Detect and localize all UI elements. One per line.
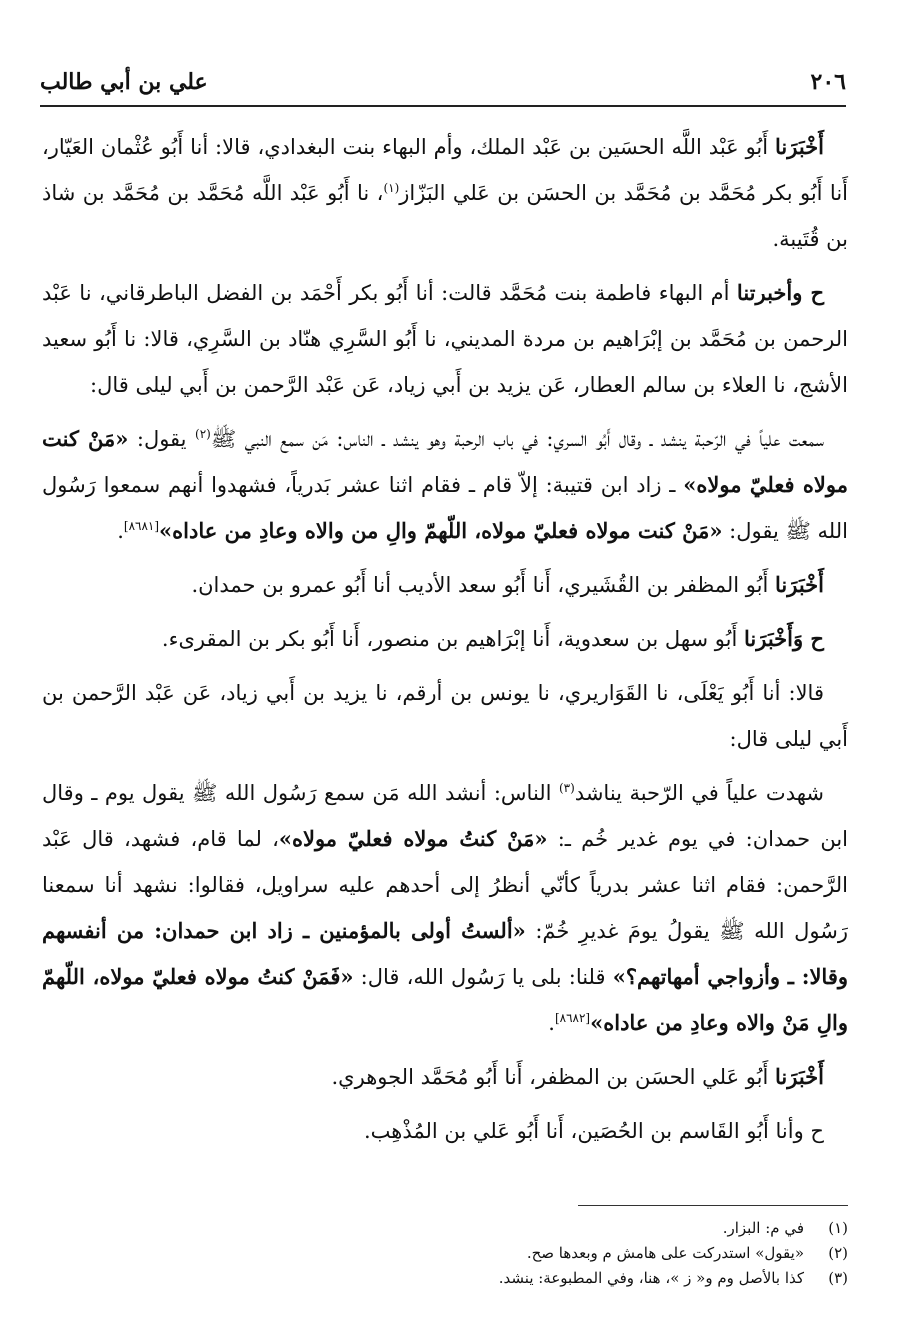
paragraph-text: أَبُو المظفر بن القُشَيري، أَنا أَبُو سعد الأديب أنا أَبُو عمرو بن حمدان. (191, 573, 776, 597)
main-text (42, 124, 848, 1162)
isnad-keyword: ح وأخبرتنا (736, 280, 824, 305)
footnote-number: (٣) (828, 1269, 848, 1287)
paragraph-text: ، لما قام، فشهد، قال عَبْد الرَّحمن: فقام اثنا عشر بدرياً كأنّي أنظرُ إلى أحدهم عليه سراويل، فقالوا: نشهد أنا سمعنا رَسُول الله ﷺ يقولُ يومَ غديرِ خُمّ: (42, 827, 848, 943)
page-number: ٢٠٦ (810, 69, 846, 95)
header-rule (40, 105, 846, 107)
hadith-quote: «فَمَنْ كنتُ مولاه فعليّ مولاه، اللّهمّ والِ مَنْ والاه وعادِ من عاداه» (42, 964, 848, 1035)
paragraph-isnad-4 (42, 616, 848, 662)
paragraph-text: أَبُو عَلي الحسَن بن المظفر، أَنا أَبُو مُحَمَّد الجوهري. (331, 1065, 776, 1089)
paragraph-text: أَبُو عَبْد اللَّه الحسَين بن عَبْد الملك، وأم البهاء بنت البغدادي، قالا: أنا أَبُو عُثْمان العَيّار، أَنا أَبُو بكر مُحَمَّد بن مُحَمَّد بن الحسَن بن عَلي البَزّاز (42, 135, 848, 205)
footnote-item (42, 1266, 848, 1291)
paragraph-text: قلنا: بلى يا رَسُول الله، قال: (353, 965, 613, 989)
isnad-keyword: أَخْبَرَنا (775, 572, 824, 597)
hadith-quote: «مَنْ كنتُ مولاه فعليّ مولاه» (278, 826, 548, 851)
paragraph-text: الناس: أنشد الله مَن سمع رَسُول الله ﷺ يقول يوم ـ وقال ابن حمدان: في يوم غدير خُم ـ: (42, 781, 848, 851)
paragraph-hadith-1 (42, 416, 848, 554)
paragraph-end: . (117, 519, 124, 543)
paragraph-text: شهدت علياً في الرّحبة يناشد (574, 781, 824, 805)
page-header (40, 62, 846, 102)
footnote-item (42, 1216, 848, 1241)
paragraph-text: قالا: أنا أَبُو يَعْلَى، نا القَوَاريري، نا يونس بن أرقم، نا يزيد بن أَبي زياد، عَن عَبْد الرَّحمن بن أَبي ليلى قال: (42, 681, 848, 751)
footnote-text: «يقول» استدركت على هامش م وبعدها صح. (526, 1244, 804, 1262)
paragraph-isnad-6 (42, 1054, 848, 1100)
paragraph-end: . (548, 1011, 555, 1035)
hadith-quote: «مَنْ كنت مولاه فعليّ مولاه، اللّهمّ والِ من والاه وعادِ من عاداه» (159, 518, 723, 543)
footnote-text: في م: البزار. (722, 1219, 804, 1237)
paragraph-isnad-2 (42, 270, 848, 408)
paragraph-isnad-3 (42, 562, 848, 608)
isnad-keyword: أَخْبَرَنا (775, 1064, 824, 1089)
footnote-number: (٢) (828, 1244, 848, 1262)
paragraph-isnad-1 (42, 124, 848, 262)
footnote-rule (578, 1205, 848, 1206)
footnote-ref: (٢) (195, 427, 211, 441)
paragraph-text: يقول: (128, 427, 195, 451)
paragraph-isnad-7 (42, 1108, 848, 1154)
hadith-quote: «ألستُ أولى بالمؤمنين ـ زاد ابن حمدان: من أنفسهم وقالا: ـ وأزواجي أمهاتهم؟» (42, 918, 848, 989)
paragraph-text: أَبُو سهل بن سعدوية، أَنا إبْرَاهيم بن منصور، أَنا أَبُو بكر بن المقرىء. (161, 627, 744, 651)
paragraph-text: أم البهاء فاطمة بنت مُحَمَّد قالت: أنا أَبُو بكر أَحْمَد بن الفضل الباطرقاني، نا عَبْد الرحمن بن مُحَمَّد بن إبْرَاهيم بن مردة المديني، نا أَبُو السَّرِي هنّاد بن السَّرِي، قالا: نا أَبُو سعيد الأشج، نا العلاء بن سالم العطار، عَن يزيد بن أَبي زياد، عَن عَبْد الرَّحمن بن أَبي ليلى قال: (42, 281, 848, 397)
paragraph-text: ح وأنا أَبُو القَاسم بن الحُصَين، أَنا أَبُو عَلي بن المُذْهِب. (363, 1119, 824, 1143)
paragraph-text: ـ زاد ابن قتيبة: إلاّ قام ـ فقام اثنا عشر بَدرياً، فشهدوا أنهم سمعوا رَسُول الله ﷺ يقول: (42, 473, 848, 543)
paragraph-isnad-5 (42, 670, 848, 762)
paragraph-text: سمعت علياً في الرّحبة ينشد ـ وقال أَبُو السري: في باب الرحبة وهو ينشد ـ الناس: مَن سمع النبي ﷺ (210, 427, 825, 451)
paragraph-hadith-2 (42, 770, 848, 1046)
footnote-number: (١) (828, 1219, 848, 1237)
hadith-number: [٨٦٨٢] (554, 1011, 591, 1025)
footnote-ref: (١) (383, 181, 400, 195)
running-title: علي بن أبي طالب (40, 69, 208, 95)
footnotes (42, 1216, 848, 1291)
isnad-keyword: أَخْبَرَنا (775, 134, 824, 159)
paragraph-text: ، نا أَبُو عَبْد اللَّه مُحَمَّد بن مُحَمَّد بن شاذ بن قُتَيبة. (42, 181, 848, 251)
hadith-number: [٨٦٨١] (123, 519, 160, 533)
footnote-text: كذا بالأصل وم و« ز »، هنا، وفي المطبوعة: ينشد. (498, 1269, 804, 1287)
footnote-ref: (٣) (558, 781, 575, 795)
isnad-keyword: ح وَأَخْبَرَنا (744, 626, 824, 651)
footnote-item (42, 1241, 848, 1266)
hadith-quote: «مَنْ كنت مولاه فعليّ مولاه» (42, 426, 848, 497)
